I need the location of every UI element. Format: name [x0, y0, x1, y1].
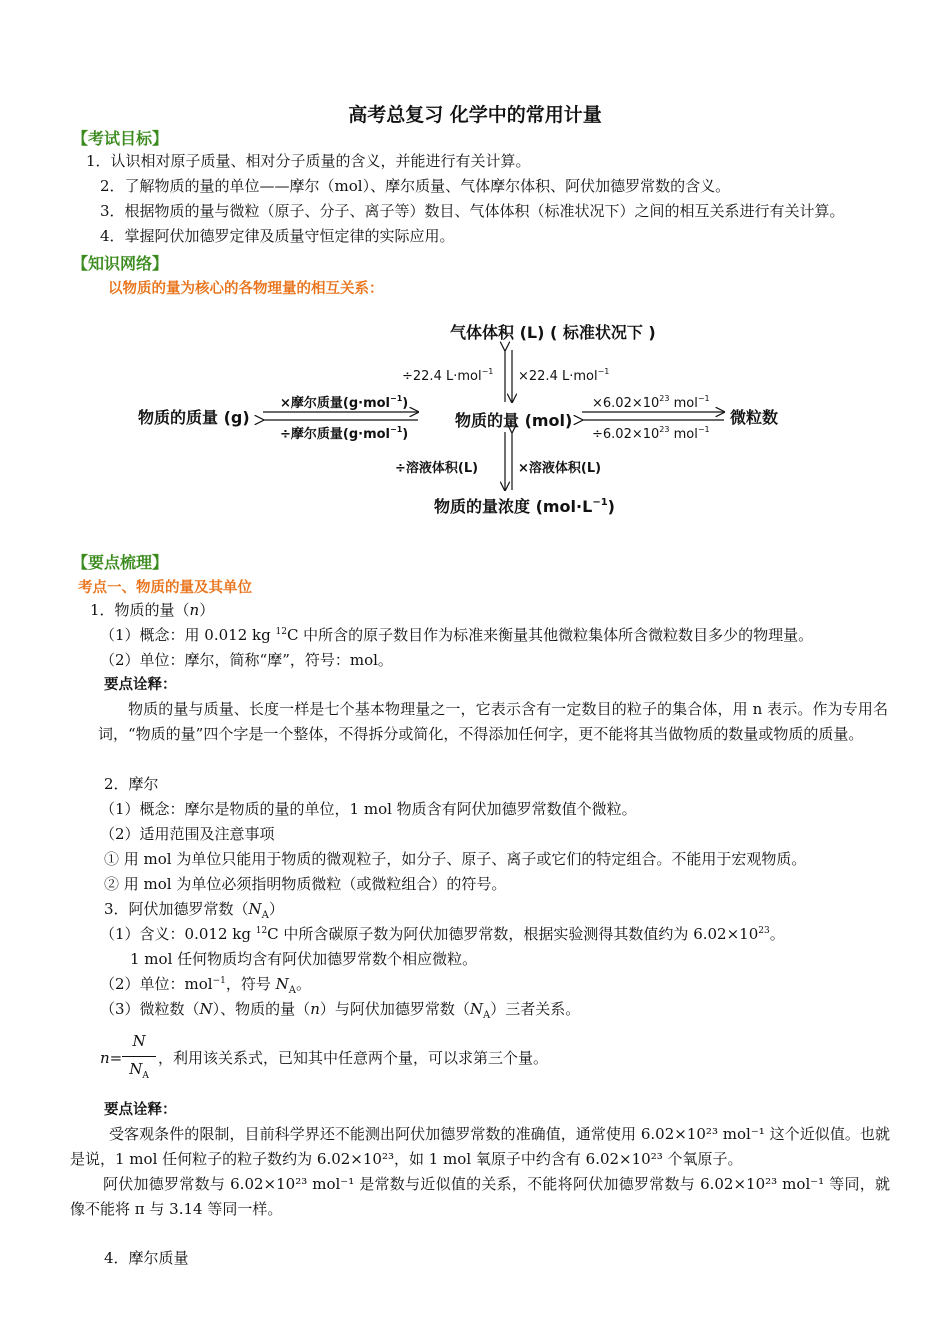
fraction-bar	[122, 1056, 156, 1057]
mol-concept: （1）概念：摩尔是物质的量的单位，1 mol 物质含有阿伏加德罗常数值个微粒。	[100, 800, 637, 818]
section-key-points: 【要点梳理】	[72, 553, 169, 572]
note-paragraph-3: 阿伏加德罗常数与 6.02×10²³ mol⁻¹ 是常数与近似值的关系，不能将阿伏加德罗常数与 6.02×10²³ mol⁻¹ 等同，就像不能将 π 与 3.14 等同一样。	[70, 1175, 890, 1218]
node-mass: 物质的质量 (g)	[138, 408, 250, 427]
node-gas-volume: 气体体积 (L) ( 标准状况下 )	[450, 323, 656, 342]
kp1-unit: （2）单位：摩尔，简称“摩”，符号：mol。	[100, 651, 393, 669]
goal-item-1: 1．认识相对原子质量、相对分子质量的含义，并能进行有关计算。	[86, 152, 531, 170]
section-knowledge-network: 【知识网络】	[72, 254, 169, 273]
label-divide-solution-volume: ÷溶液体积(L)	[395, 461, 479, 476]
label-divide-avogadro: $\div 6.02\times 10^{23}$ mol$^{-1}$	[592, 425, 710, 442]
note-paragraph-1: 物质的量与质量、长度一样是七个基本物理量之一，它表示含有一定数目的粒子的集合体，用 n 表示。作为专用名词，“物质的量”四个字是一个整体，不得拆分或简化，不得添加任何字，更不能将其当做物质的数量或物质的质量。	[98, 700, 888, 743]
node-concentration: 物质的量浓度 $(mol\cdot L^{-1})$	[434, 497, 615, 516]
note-label-1: 要点诠释：	[104, 677, 177, 693]
note-paragraph-2: 受客观条件的限制，目前科学界还不能测出阿伏加德罗常数的准确值，通常使用 6.02×10²³ mol⁻¹ 这个近似值。也就是说，1 mol 任何粒子的粒子数约为 6.02×10²³，如 1 mol 氧原子中约含有 6.02×10²³ 个氧原子。	[70, 1125, 890, 1168]
label-divide-molar-mass: ÷摩尔质量(g·mol$^{-1}$)	[280, 425, 409, 442]
formula-denominator: $N_A$	[129, 1060, 149, 1081]
network-heading: 以物质的量为核心的各物理量的相互关系：	[108, 281, 384, 297]
kp1-concept: （1）概念：用 0.012 kg $^{12}$C 中所含的原子数目作为标准来衡量其他微粒集体所含微粒数目多少的物理量。	[100, 626, 814, 644]
label-multiply-solution-volume: ×溶液体积(L)	[518, 461, 602, 476]
kp1-item-4: 4．摩尔质量	[104, 1249, 189, 1267]
formula-explanation: ，利用该关系式，已知其中任意两个量，可以求第三个量。	[158, 1049, 549, 1067]
kp1-item-1: 1．物质的量（n）	[90, 601, 215, 619]
na-definition-line-2: 1 mol 任何物质均含有阿伏加德罗常数个相应微粒。	[130, 950, 478, 968]
label-divide-22-4: ÷22.4 L·mol$^{-1}$	[402, 367, 494, 384]
label-multiply-molar-mass: ×摩尔质量(g·mol$^{-1}$)	[280, 394, 409, 411]
goal-item-3: 3．根据物质的量与微粒（原子、分子、离子等）数目、气体体积（标准状况下）之间的相互关系进行有关计算。	[100, 202, 845, 220]
goal-item-2: 2．了解物质的量的单位——摩尔（mol）、摩尔质量、气体摩尔体积、阿伏加德罗常数的含义。	[100, 177, 731, 195]
na-definition: （1）含义：0.012 kg $^{12}$C 中所含碳原子数为阿伏加德罗常数，根据实验测得其数值约为 $6.02\times 10^{23}$。	[100, 925, 785, 943]
mol-scope-2: ② 用 mol 为单位必须指明物质微粒（或微粒组合）的符号。	[104, 875, 507, 893]
node-amount: 物质的量 (mol)	[455, 411, 573, 430]
section-exam-goals: 【考试目标】	[72, 129, 169, 148]
kp1-item-3: 3．阿伏加德罗常数$(N_A)$	[104, 900, 284, 921]
label-multiply-avogadro: $\times 6.02\times 10^{23}$ mol$^{-1}$	[592, 394, 710, 411]
goal-item-4: 4．掌握阿伏加德罗定律及质量守恒定律的实际应用。	[100, 227, 455, 245]
formula-fraction	[116, 1030, 162, 1082]
na-unit: （2）单位：mol$^{-1}$，符号 $N_A$。	[100, 975, 312, 996]
mol-scope-1: ① 用 mol 为单位只能用于物质的微观粒子，如分子、原子、离子或它们的特定组合。不能用于宏观物质。	[104, 850, 807, 868]
formula-numerator: N	[132, 1032, 146, 1050]
kp1-heading: 考点一、物质的量及其单位	[78, 580, 252, 596]
node-particles: 微粒数	[730, 408, 779, 427]
label-multiply-22-4: ×22.4 L·mol$^{-1}$	[518, 367, 610, 384]
page-title: 高考总复习 化学中的常用计量	[348, 104, 602, 126]
kp1-item-2: 2．摩尔	[104, 775, 159, 793]
formula-lhs: n=	[100, 1049, 123, 1067]
note-label-2: 要点诠释：	[104, 1102, 177, 1118]
mol-scope: （2）适用范围及注意事项	[100, 825, 275, 843]
relationship-diagram	[120, 310, 820, 530]
three-quantities-relation: （3）微粒数（N）、物质的量（n）与阿伏加德罗常数$(N_A)$三者关系。	[100, 1000, 581, 1021]
